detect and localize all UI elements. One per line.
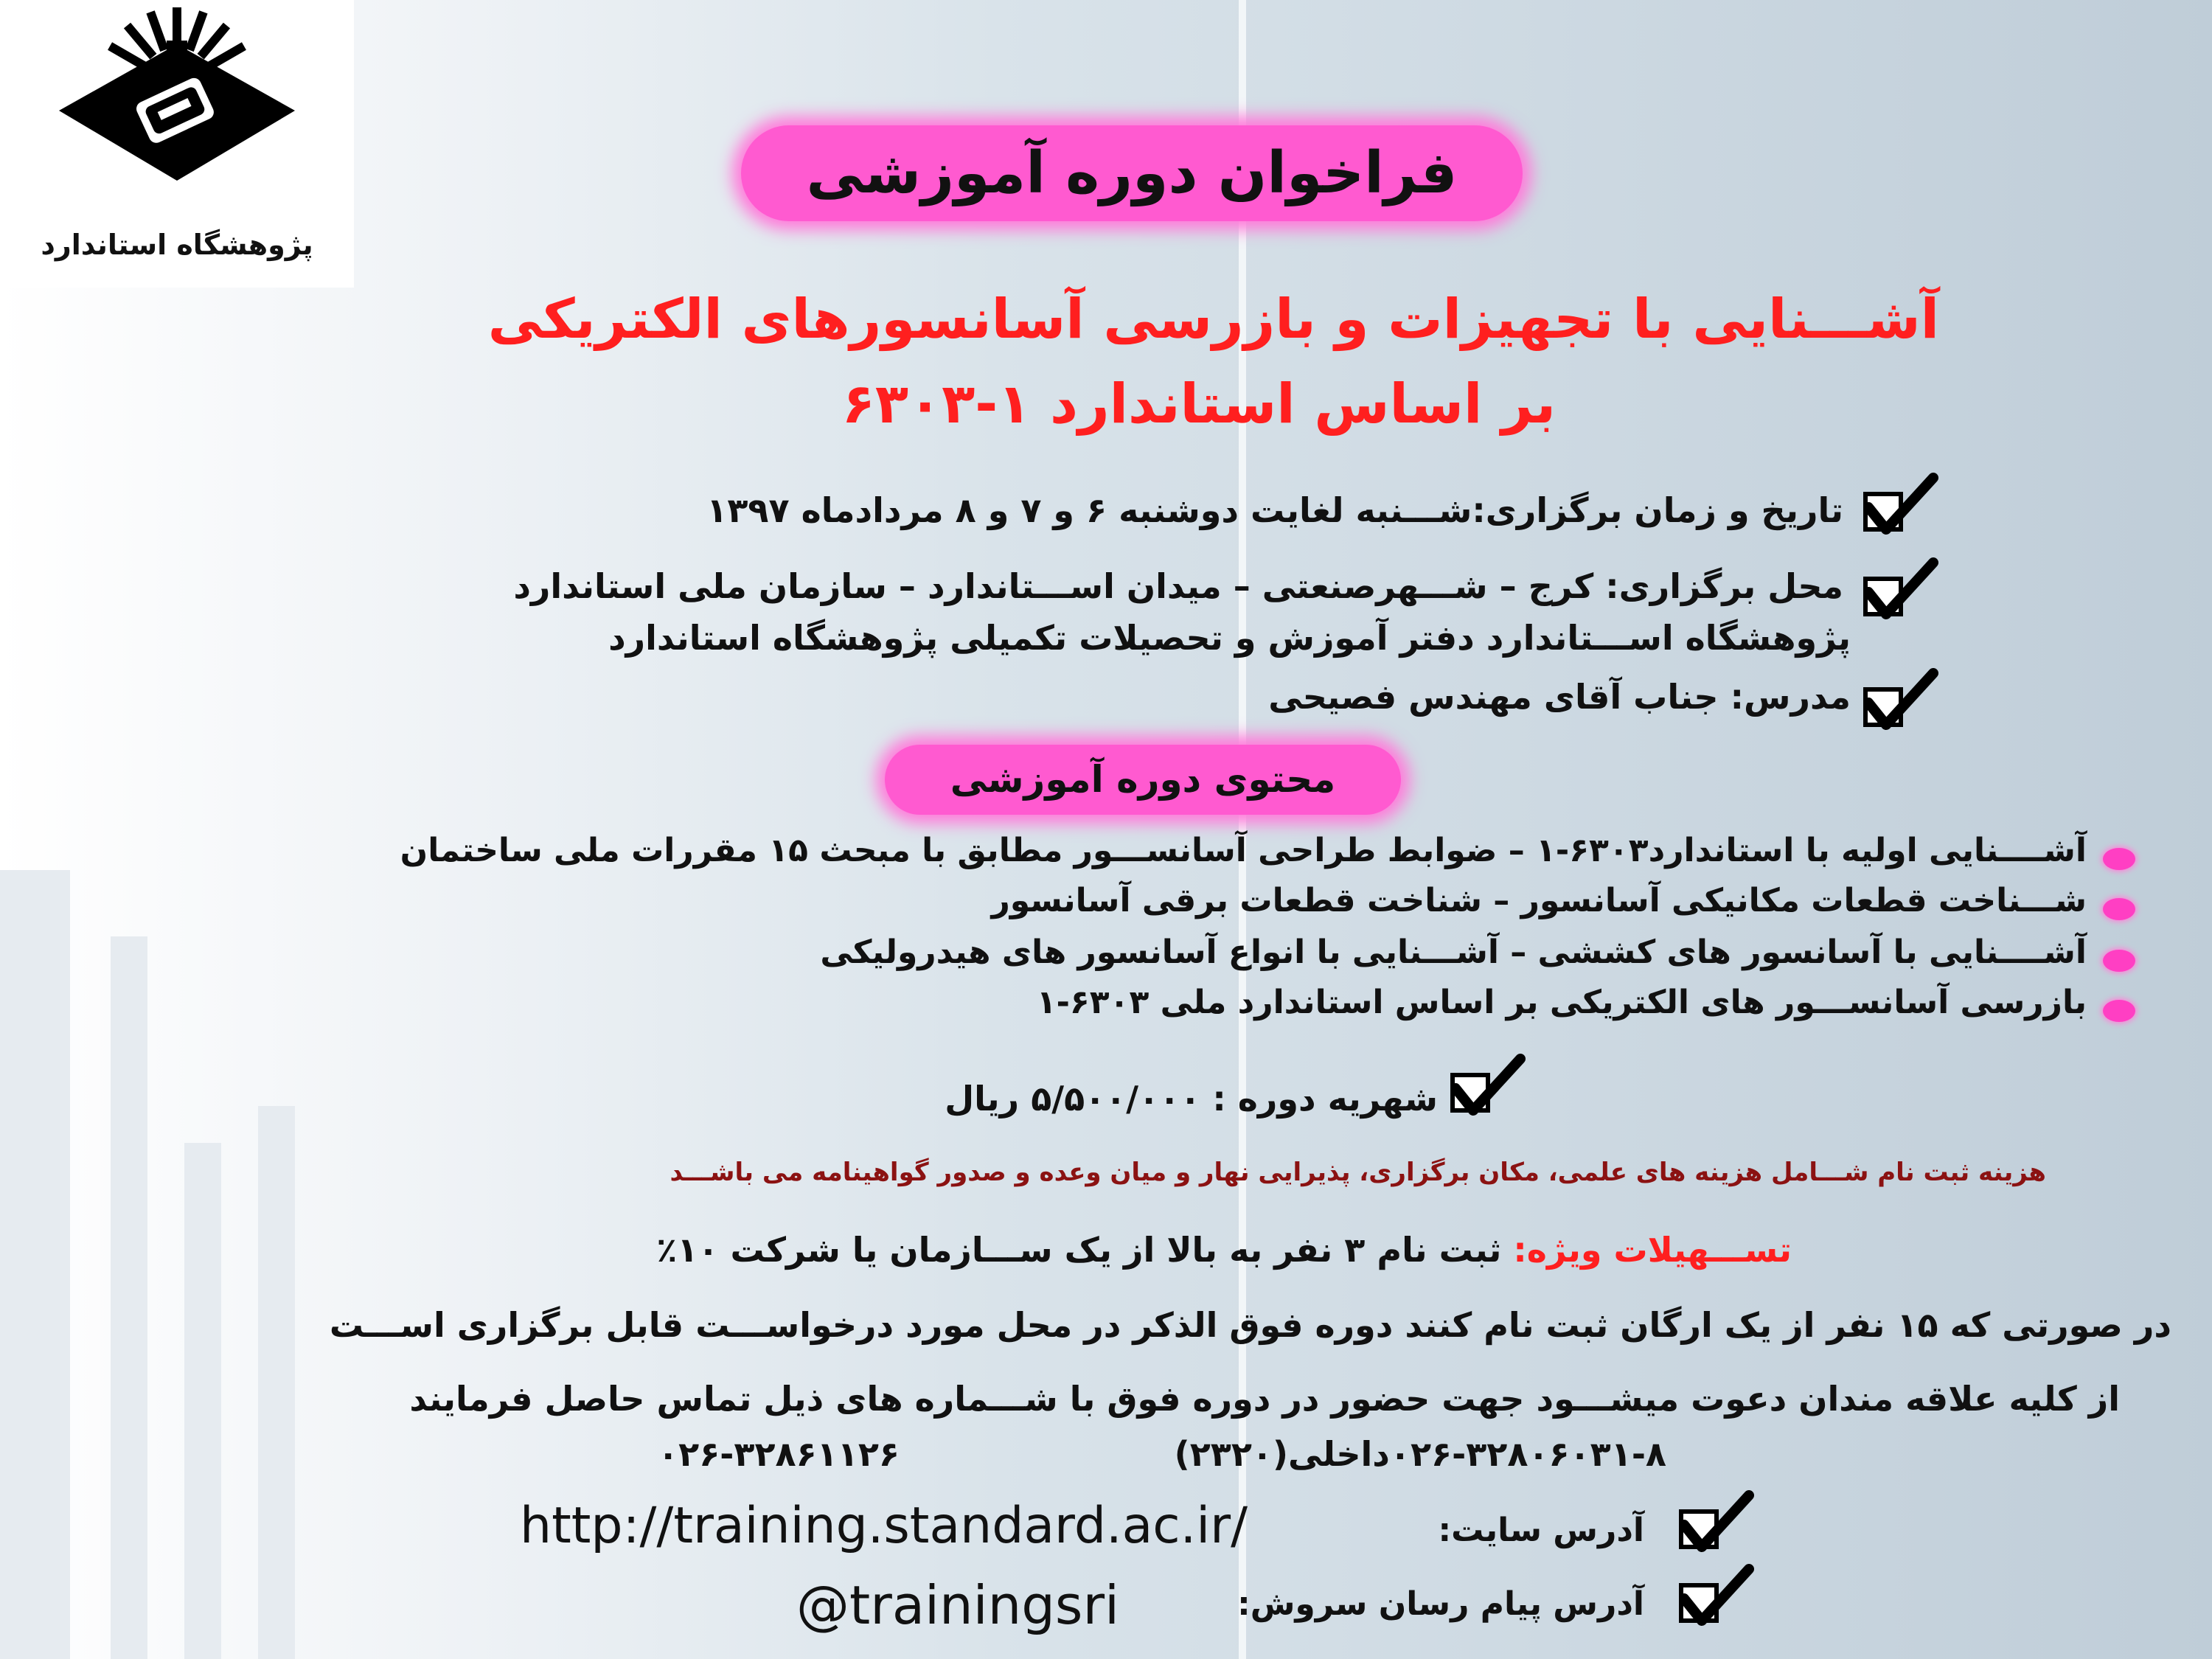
content-item: آشــــنایی اولیه با استاندارد۶۳۰۳-۱ – ضوابط طراحی آسانســـور مطابق با مبحث ۱۵ مقررات ملی ساختمان	[400, 832, 2087, 869]
course-title-line2: بر اساس استاندارد ۱-۶۳۰۳	[841, 372, 1556, 436]
background-bar	[258, 1106, 295, 1659]
phone-number-2: ۰۲۶-۳۲۸۶۱۱۲۶	[658, 1434, 900, 1474]
course-location-line1: محل برگزاری: کرج – شـــهرصنعتی – میدان اســـتاندارد – سازمان ملی استاندارد	[513, 566, 1843, 606]
logo-caption: پژوهشگاه استاندارد	[41, 229, 313, 261]
site-link[interactable]: http://training.standard.ac.ir/	[520, 1497, 1248, 1555]
content-item: بازرسی آسانســـور های الکتریکی بر اساس استاندارد ملی ۶۳۰۳-۱	[1036, 984, 2087, 1021]
content-item: شـــناخت قطعات مکانیکی آسانسور – شناخت قطعات برقی آسانسور	[991, 882, 2087, 919]
standard-institute-logo-icon	[0, 0, 354, 229]
checkbox-checked-icon	[1858, 667, 1939, 737]
call-title-badge	[741, 125, 1523, 221]
special-offer-label: تســـهیلات ویژه:	[1513, 1230, 1792, 1270]
checkbox-checked-icon	[1858, 472, 1939, 542]
logo-panel	[0, 0, 354, 288]
group-note: در صورتی که ۱۵ نفر از یک ارگان ثبت نام کنند دوره فوق الذکر در محل مورد درخواســـت قابل برگزاری اســـت	[329, 1305, 2171, 1345]
background-bar	[111, 936, 147, 1659]
site-label: آدرس سایت:	[1438, 1512, 1644, 1549]
course-datetime: تاریخ و زمان برگزاری:شـــنبه لغایت دوشنبه ۶ و ۷ و ۸ مردادماه ۱۳۹۷	[706, 490, 1843, 530]
special-offer-text: ثبت نام ۳ نفر به بالا از یک ســـازمان یا شرکت ۱۰٪	[656, 1230, 1514, 1270]
course-instructor: مدرس: جناب آقای مهندس فصیحی	[1268, 677, 1851, 717]
background-bar	[184, 1143, 221, 1659]
fee-note: هزینه ثبت نام شـــامل هزینه های علمی، مکان برگزاری، پذیرایی نهار و میان وعده و صدور گواهینامه می باشـــد	[669, 1158, 2046, 1187]
phone-number-1: ۰۲۶-۳۲۸۰۶۰۳۱-۸داخلی(۲۳۲۰)	[1174, 1434, 1666, 1474]
soroush-id[interactable]: @trainingsri	[796, 1574, 1120, 1636]
soroush-label: آدرس پیام رسان سروش:	[1237, 1585, 1644, 1623]
bullet-icon	[2103, 898, 2135, 920]
special-offer	[656, 1230, 1792, 1270]
content-heading: محتوی دوره آموزشی	[950, 758, 1336, 801]
background-bar	[0, 870, 70, 1659]
bullet-icon	[2103, 950, 2135, 972]
checkbox-checked-icon	[1674, 1489, 1755, 1559]
bullet-icon	[2103, 848, 2135, 870]
content-item: آشــــنایی با آسانسور های کششی – آشـــنایی با انواع آسانسور های هیدرولیکی	[820, 933, 2087, 971]
content-heading-badge	[885, 745, 1401, 815]
course-location-line2: پژوهشگاه اســـتاندارد دفتر آموزش و تحصیلات تکمیلی پژوهشگاه استاندارد	[608, 618, 1851, 658]
checkbox-checked-icon	[1445, 1053, 1526, 1123]
course-fee: شهریه دوره : ۵/۵۰۰/۰۰۰ ریال	[945, 1079, 1438, 1119]
call-title: فراخوان دوره آموزشی	[806, 140, 1458, 206]
course-title-line1: آشـــنایی با تجهیزات و بازرسی آسانسورهای الکتریکی	[487, 288, 1939, 351]
checkbox-checked-icon	[1674, 1563, 1755, 1633]
contact-note: از کلیه علاقه مندان دعوت میشـــود جهت حضور در دوره فوق با شـــماره های ذیل تماس حاصل فرمایند	[409, 1379, 2120, 1419]
checkbox-checked-icon	[1858, 557, 1939, 627]
bullet-icon	[2103, 1000, 2135, 1022]
